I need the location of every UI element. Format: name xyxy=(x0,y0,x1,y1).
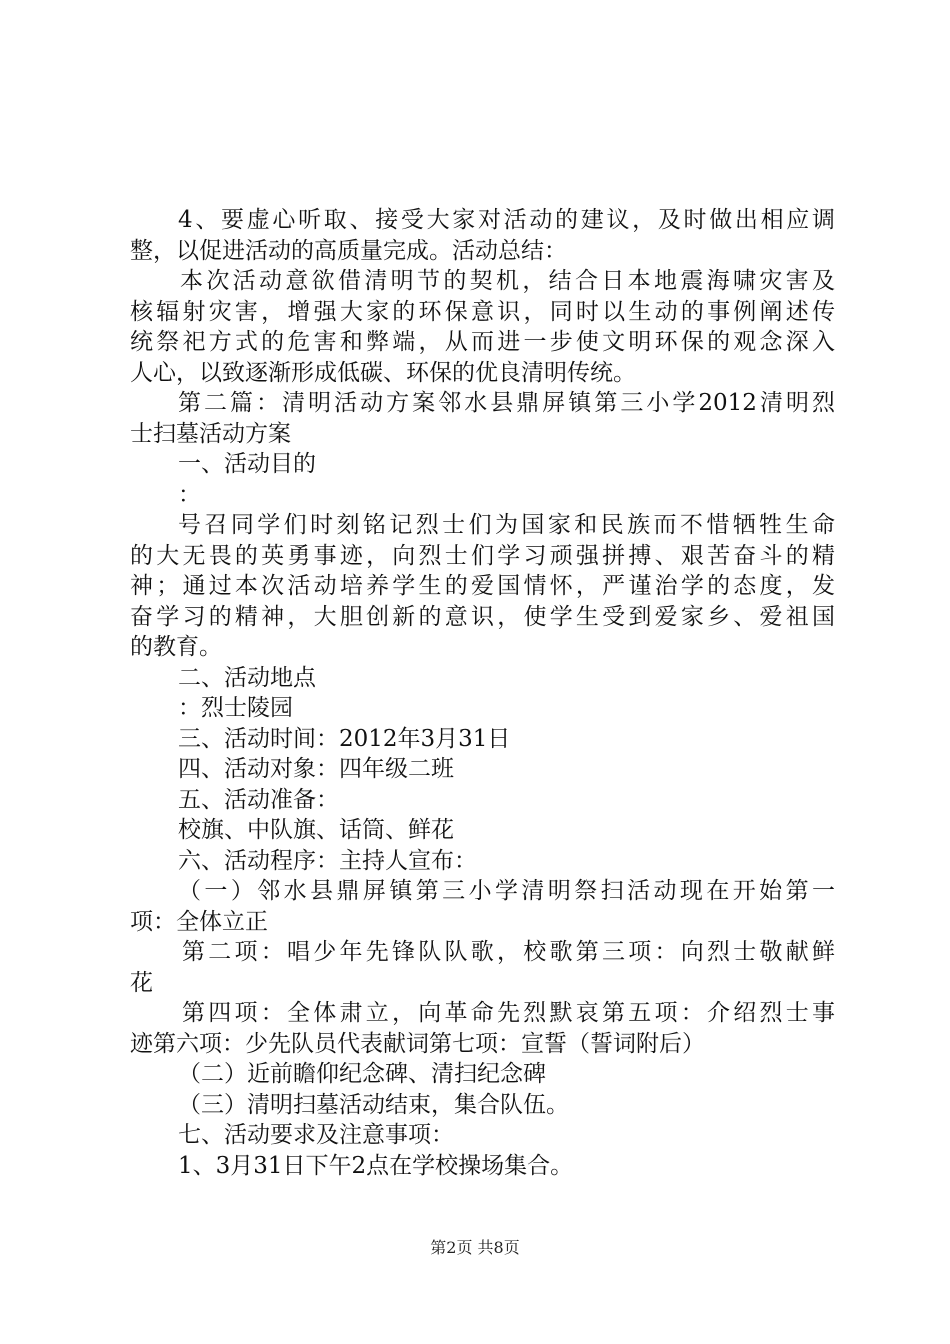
text-line: 士扫墓活动方案 xyxy=(130,420,291,447)
text-line: 人心，以致逐渐形成低碳、环保的优良清明传统。 xyxy=(130,359,636,386)
text-line: 1、3月31日下午2点在学校操场集合。 xyxy=(178,1152,574,1179)
text-line: （三）清明扫墓活动结束，集合队伍。 xyxy=(178,1091,569,1118)
text-line: 4、要虚心听取、接受大家对活动的建议，及时做出相应调 xyxy=(178,207,835,233)
text-line: 迹第六项：少先队员代表献词第七项：宣誓（誓词附后） xyxy=(130,1030,705,1057)
text-line: 的教育。 xyxy=(130,634,222,660)
text-line: 奋学习的精神，大胆创新的意识，使学生受到爱家乡、爱祖国 xyxy=(130,603,835,630)
text-line: ： xyxy=(178,481,201,508)
text-line: 花 xyxy=(130,969,153,996)
text-line: 一、活动目的 xyxy=(178,451,316,477)
text-line: 三、活动时间：2012年3月31日 xyxy=(178,725,511,752)
text-line: 六、活动程序：主持人宣布： xyxy=(178,847,477,874)
text-line: 号召同学们时刻铭记烈士们为国家和民族而不惜牺牲生命 xyxy=(178,512,835,538)
text-line: 第二篇：清明活动方案邻水县鼎屏镇第三小学2012清明烈 xyxy=(178,390,835,416)
text-line: 五、活动准备： xyxy=(178,786,339,813)
text-line: （一）邻水县鼎屏镇第三小学清明祭扫活动现在开始第一 xyxy=(178,878,835,904)
text-line: 核辐射灾害，增强大家的环保意识，同时以生动的事例阐述传 xyxy=(130,298,835,325)
text-line: 第四项：全体肃立，向革命先烈默哀第五项：介绍烈士事 xyxy=(182,1000,835,1026)
text-line: 的大无畏的英勇事迹，向烈士们学习顽强拼搏、艰苦奋斗的精 xyxy=(130,542,835,569)
text-line: 第二项：唱少年先锋队队歌，校歌第三项：向烈士敬献鲜 xyxy=(182,939,835,965)
text-line: 二、活动地点 xyxy=(178,664,316,691)
text-line: ：烈士陵园 xyxy=(178,695,293,721)
text-line: 统祭祀方式的危害和弊端，从而进一步使文明环保的观念深入 xyxy=(130,329,835,355)
text-line: （二）近前瞻仰纪念碑、清扫纪念碑 xyxy=(178,1061,546,1087)
text-line: 七、活动要求及注意事项： xyxy=(178,1122,454,1148)
page-footer: 第2页 共8页 xyxy=(430,1238,520,1257)
text-line: 四、活动对象：四年级二班 xyxy=(178,756,454,782)
text-line: 整，以促进活动的高质量完成。活动总结： xyxy=(130,237,567,264)
document-body xyxy=(130,205,835,1181)
text-line: 项：全体立正 xyxy=(130,908,268,935)
text-line: 本次活动意欲借清明节的契机，结合日本地震海啸灾害及 xyxy=(180,268,835,294)
text-line: 神；通过本次活动培养学生的爱国情怀，严谨治学的态度，发 xyxy=(130,573,835,599)
text-line: 校旗、中队旗、话筒、鲜花 xyxy=(178,817,454,843)
